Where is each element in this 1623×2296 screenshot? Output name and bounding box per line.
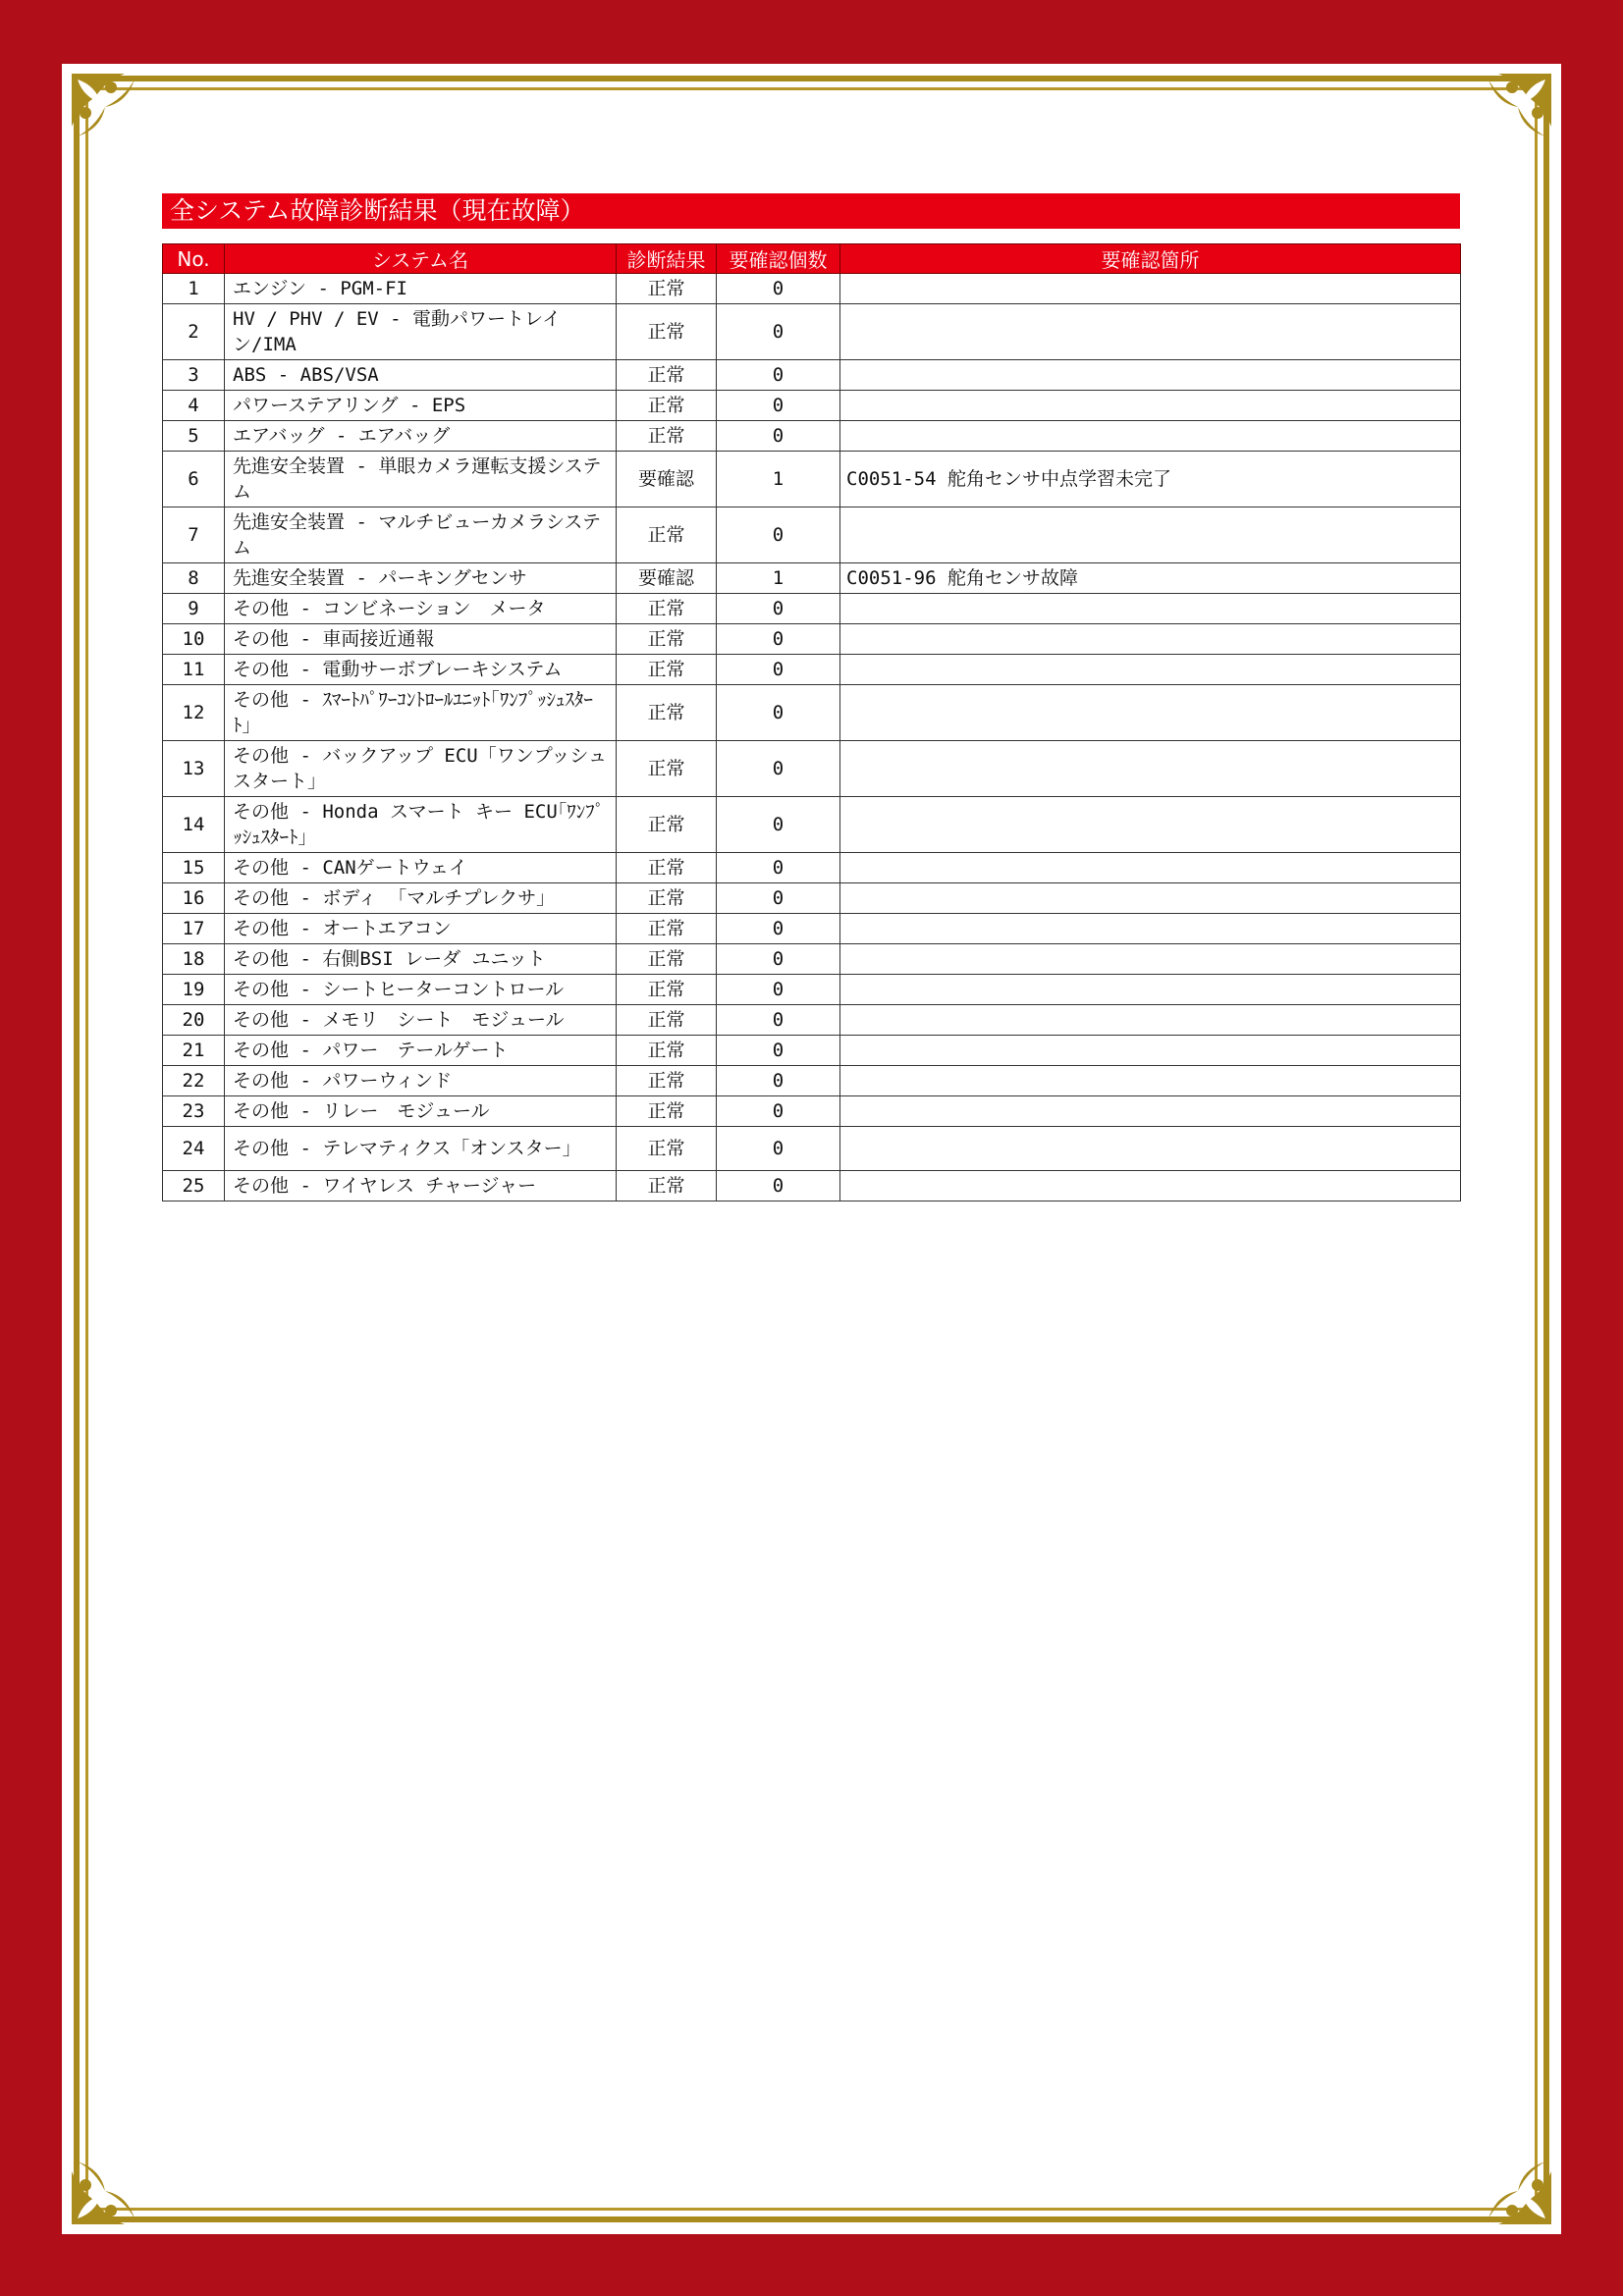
corner-ornament-icon (1467, 2140, 1557, 2230)
row-system: その他 - オートエアコン (225, 914, 617, 944)
table-row (163, 563, 1461, 594)
row-location (840, 685, 1461, 741)
row-location (840, 624, 1461, 655)
row-no: 8 (163, 563, 225, 594)
row-system: HV / PHV / EV - 電動パワートレイン/IMA (225, 304, 617, 360)
row-no: 5 (163, 421, 225, 452)
row-result: 正常 (617, 685, 717, 741)
row-system: その他 - シートヒーターコントロール (225, 975, 617, 1005)
row-result: 正常 (617, 883, 717, 914)
row-no: 6 (163, 452, 225, 507)
row-result: 正常 (617, 1096, 717, 1127)
row-no: 24 (163, 1127, 225, 1171)
row-location (840, 655, 1461, 685)
row-result: 正常 (617, 741, 717, 797)
row-result: 正常 (617, 1127, 717, 1171)
row-location (840, 1066, 1461, 1096)
row-count: 0 (717, 1005, 840, 1036)
table-row (163, 1096, 1461, 1127)
table-row (163, 1066, 1461, 1096)
table-row (163, 421, 1461, 452)
row-count: 0 (717, 741, 840, 797)
row-count: 0 (717, 624, 840, 655)
row-system: その他 - ボディ 「マルチプレクサ」 (225, 883, 617, 914)
row-no: 15 (163, 853, 225, 883)
row-location (840, 797, 1461, 853)
row-no: 12 (163, 685, 225, 741)
row-count: 0 (717, 853, 840, 883)
report-sheet (62, 64, 1561, 2234)
row-result: 正常 (617, 975, 717, 1005)
row-system: 先進安全装置 - パーキングセンサ (225, 563, 617, 594)
row-system: その他 - リレー モジュール (225, 1096, 617, 1127)
table-row (163, 624, 1461, 655)
row-system: エンジン - PGM-FI (225, 274, 617, 304)
table-row (163, 797, 1461, 853)
row-no: 9 (163, 594, 225, 624)
row-location (840, 507, 1461, 563)
table-row (163, 1036, 1461, 1066)
row-location (840, 914, 1461, 944)
row-location (840, 1096, 1461, 1127)
row-count: 0 (717, 975, 840, 1005)
table-row (163, 914, 1461, 944)
row-count: 0 (717, 1096, 840, 1127)
row-location: C0051-96 舵角センサ故障 (840, 563, 1461, 594)
column-header-location: 要確認箇所 (840, 244, 1461, 274)
row-location (840, 853, 1461, 883)
row-location: C0051-54 舵角センサ中点学習未完了 (840, 452, 1461, 507)
row-result: 正常 (617, 594, 717, 624)
column-header-no: No. (163, 244, 225, 274)
table-row (163, 360, 1461, 391)
table-row (163, 452, 1461, 507)
row-location (840, 360, 1461, 391)
row-count: 0 (717, 421, 840, 452)
row-result: 正常 (617, 1066, 717, 1096)
table-row (163, 304, 1461, 360)
row-count: 0 (717, 685, 840, 741)
row-count: 1 (717, 563, 840, 594)
row-system: その他 - Honda スマート キー ECU｢ﾜﾝﾌﾟｯｼｭｽﾀｰﾄ｣ (225, 797, 617, 853)
row-result: 正常 (617, 360, 717, 391)
row-system: その他 - ｽﾏｰﾄﾊﾟﾜｰｺﾝﾄﾛｰﾙﾕﾆｯﾄ｢ﾜﾝﾌﾟｯｼｭｽﾀｰﾄ｣ (225, 685, 617, 741)
row-system: ABS - ABS/VSA (225, 360, 617, 391)
row-no: 4 (163, 391, 225, 421)
table-row (163, 274, 1461, 304)
row-location (840, 944, 1461, 975)
column-header-system: システム名 (225, 244, 617, 274)
table-row (163, 1005, 1461, 1036)
diagnosis-table (162, 243, 1461, 1201)
row-count: 0 (717, 594, 840, 624)
table-header-row (163, 244, 1461, 274)
row-no: 16 (163, 883, 225, 914)
row-result: 要確認 (617, 563, 717, 594)
row-count: 0 (717, 944, 840, 975)
row-result: 正常 (617, 391, 717, 421)
row-location (840, 304, 1461, 360)
row-system: その他 - パワー テールゲート (225, 1036, 617, 1066)
row-no: 17 (163, 914, 225, 944)
row-no: 1 (163, 274, 225, 304)
row-system: その他 - CANゲートウェイ (225, 853, 617, 883)
row-result: 正常 (617, 507, 717, 563)
row-system: パワーステアリング - EPS (225, 391, 617, 421)
row-no: 3 (163, 360, 225, 391)
row-system: 先進安全装置 - 単眼カメラ運転支援システム (225, 452, 617, 507)
row-location (840, 1036, 1461, 1066)
row-no: 20 (163, 1005, 225, 1036)
row-count: 0 (717, 507, 840, 563)
corner-ornament-icon (66, 68, 156, 158)
corner-ornament-icon (66, 2140, 156, 2230)
row-count: 0 (717, 1066, 840, 1096)
row-count: 0 (717, 655, 840, 685)
table-row (163, 1127, 1461, 1171)
row-result: 正常 (617, 421, 717, 452)
row-system: 先進安全装置 - マルチビューカメラシステム (225, 507, 617, 563)
row-count: 0 (717, 914, 840, 944)
row-no: 25 (163, 1171, 225, 1201)
row-result: 正常 (617, 1036, 717, 1066)
row-location (840, 594, 1461, 624)
row-no: 23 (163, 1096, 225, 1127)
row-count: 0 (717, 360, 840, 391)
table-row (163, 507, 1461, 563)
table-row (163, 391, 1461, 421)
table-row (163, 975, 1461, 1005)
row-system: その他 - メモリ シート モジュール (225, 1005, 617, 1036)
column-header-result: 診断結果 (617, 244, 717, 274)
row-location (840, 883, 1461, 914)
table-row (163, 853, 1461, 883)
row-no: 19 (163, 975, 225, 1005)
row-system: その他 - 右側BSI レーダ ユニット (225, 944, 617, 975)
row-location (840, 391, 1461, 421)
row-no: 14 (163, 797, 225, 853)
row-location (840, 741, 1461, 797)
row-result: 正常 (617, 624, 717, 655)
table-row (163, 944, 1461, 975)
row-count: 0 (717, 1036, 840, 1066)
row-count: 0 (717, 797, 840, 853)
report-heading: 全システム故障診断結果（現在故障） (162, 193, 1460, 229)
corner-ornament-icon (1467, 68, 1557, 158)
row-no: 21 (163, 1036, 225, 1066)
row-result: 正常 (617, 914, 717, 944)
row-result: 正常 (617, 853, 717, 883)
row-no: 22 (163, 1066, 225, 1096)
row-system: その他 - バックアップ ECU「ワンプッシュスタート」 (225, 741, 617, 797)
row-count: 0 (717, 1127, 840, 1171)
row-count: 0 (717, 304, 840, 360)
row-result: 正常 (617, 304, 717, 360)
row-result: 正常 (617, 944, 717, 975)
table-row (163, 594, 1461, 624)
row-result: 正常 (617, 1171, 717, 1201)
row-system: その他 - コンビネーション メータ (225, 594, 617, 624)
row-no: 11 (163, 655, 225, 685)
row-location (840, 274, 1461, 304)
row-result: 正常 (617, 274, 717, 304)
table-row (163, 883, 1461, 914)
row-result: 正常 (617, 1005, 717, 1036)
row-location (840, 421, 1461, 452)
table-row (163, 685, 1461, 741)
row-system: その他 - ワイヤレス チャージャー (225, 1171, 617, 1201)
row-count: 0 (717, 274, 840, 304)
row-no: 7 (163, 507, 225, 563)
row-count: 0 (717, 391, 840, 421)
row-result: 正常 (617, 655, 717, 685)
row-result: 正常 (617, 797, 717, 853)
row-location (840, 1127, 1461, 1171)
row-system: エアバッグ - エアバッグ (225, 421, 617, 452)
row-system: その他 - パワーウィンド (225, 1066, 617, 1096)
row-no: 13 (163, 741, 225, 797)
row-system: その他 - テレマティクス「オンスター」 (225, 1127, 617, 1171)
column-header-count: 要確認個数 (717, 244, 840, 274)
row-location (840, 975, 1461, 1005)
row-no: 18 (163, 944, 225, 975)
row-system: その他 - 電動サーボブレーキシステム (225, 655, 617, 685)
row-count: 0 (717, 883, 840, 914)
row-system: その他 - 車両接近通報 (225, 624, 617, 655)
row-count: 1 (717, 452, 840, 507)
table-row (163, 655, 1461, 685)
row-no: 10 (163, 624, 225, 655)
row-count: 0 (717, 1171, 840, 1201)
row-result: 要確認 (617, 452, 717, 507)
row-location (840, 1171, 1461, 1201)
row-location (840, 1005, 1461, 1036)
table-row (163, 741, 1461, 797)
table-row (163, 1171, 1461, 1201)
row-no: 2 (163, 304, 225, 360)
